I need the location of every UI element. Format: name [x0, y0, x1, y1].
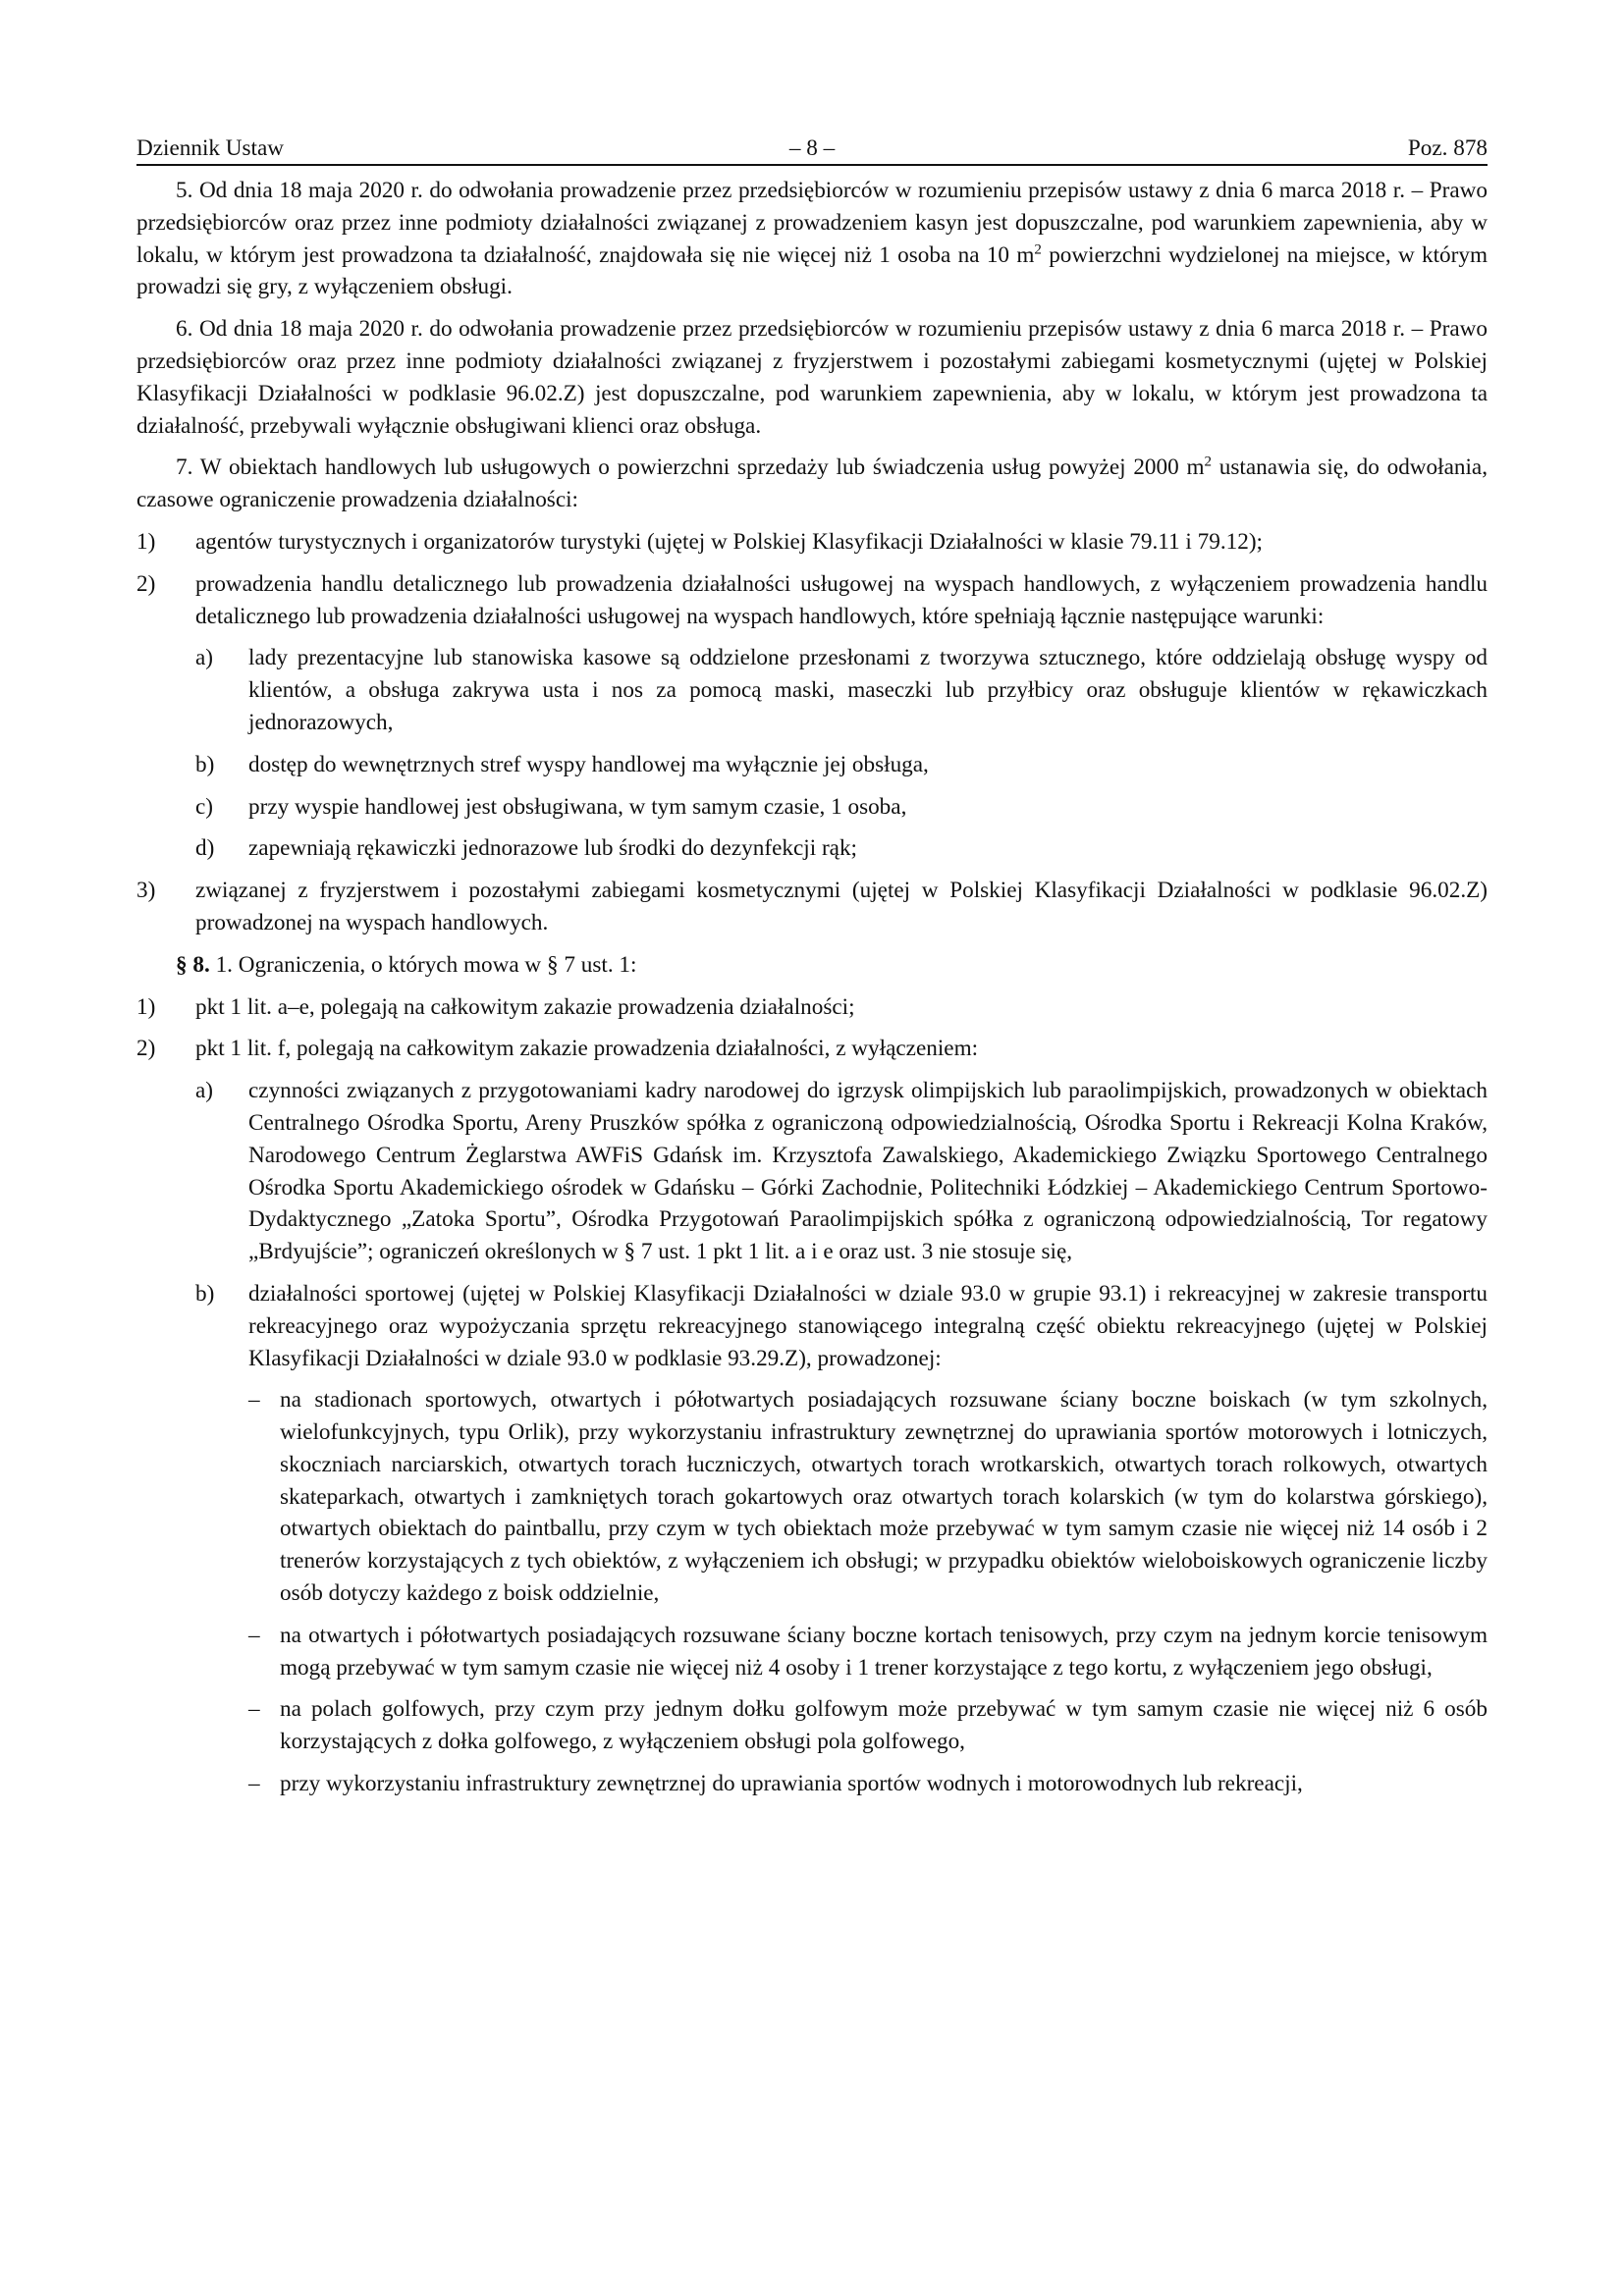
dash-list-item: – na stadionach sportowych, otwartych i półotwartych posiadających rozsuwane ściany boczne boiskach (w tym szkolnych, wielofunkcyjnych, typu Orlik), przy wykorzystaniu infrastruktury zewnętrznej do uprawiania sportów motorowych i lotniczych, skoczniach narciarskich, otwartych torach łuczniczych, otwartych torach wrotkarskich, otwartych torach rolkowych, otwartych skateparkach, otwartych i zamkniętych torach gokartowych oraz otwartych torach kolarskich (w tym do kolarstwa górskiego), otwartych obiektach do paintballu, przy czym w tych obiektach może przebywać w tym samym czasie nie więcej niż 14 osób i 2 trenerów korzystających z tych obiektów, z wyłączeniem ich obsługi; w przypadku obiektów wieloboiskowych ograniczenie liczby osób dotyczy każdego z boisk oddzielnie, [248, 1387, 1488, 1607]
paragraph-6: 6. Od dnia 18 maja 2020 r. do odwołania prowadzenie przez przedsiębiorców w rozumieniu przepisów ustawy z dnia 6 marca 2018 r. – Prawo przedsiębiorców oraz przez inne podmioty działalności związanej z fryzjerstwem i pozostałymi zabiegami kosmetycznymi (ujętej w Polskiej Klasyfikacji Działalności w podklasie 96.02.Z) jest dopuszczalne, pod warunkiem zapewnienia, aby w lokalu, w którym jest prowadzona ta działalność, przebywali wyłącznie obsługiwani klienci oraz obsługa. [136, 316, 1488, 439]
list-item: 2) pkt 1 lit. f, polegają na całkowitym zakazie prowadzenia działalności, z wyłączeniem: [136, 1036, 979, 1062]
position-number: Poz. 878 [1407, 135, 1488, 161]
sub-list-item: c) przy wyspie handlowej jest obsługiwana, w tym samym czasie, 1 osoba, [195, 793, 907, 820]
journal-title: Dziennik Ustaw [136, 135, 285, 161]
page-number: – 8 – [788, 135, 836, 161]
sub-list-item: a) czynności związanych z przygotowaniami kadry narodowej do igrzysk olimpijskich lub paraolimpijskich, prowadzonych w obiektach Centralnego Ośrodka Sportu, Areny Pruszków spółka z ograniczoną odpowiedzialnością, Ośrodka Sportu i Rekreacji Kolna Kraków, Narodowego Centrum Żeglarstwa AWFiS Gdańsk im. Krzysztofa Zawalskiego, Akademickiego Związku Sportowego Centralnego Ośrodka Sportu Akademickiego ośrodek w Gdańsku – Górki Zachodnie, Politechniki Łódzkiej – Akademickiego Centrum Sportowo-Dydaktycznego „Zatoka Sportu”, Ośrodka Przygotowań Paraolimpijskich spółka z ograniczoną odpowiedzialnością, Tor regatowy „Brdyujście”; ograniczeń określonych w § 7 ust. 1 pkt 1 lit. a i e oraz ust. 3 nie stosuje się, [195, 1078, 1488, 1265]
list-item: 3) związanej z fryzjerstwem i pozostałymi zabiegami kosmetycznymi (ujętej w Polskiej Klasyfikacji Działalności w podklasie 96.02.Z) prowadzonej na wyspach handlowych. [136, 878, 1488, 935]
dash-list-item: – na polach golfowych, przy czym przy jednym dołku golfowym może przebywać w tym samym czasie nie więcej niż 6 osób korzystających z dołka golfowego, z wyłączeniem obsługi pola golfowego, [248, 1696, 1488, 1755]
sub-list-item: b) dostęp do wewnętrznych stref wyspy handlowej ma wyłącznie jej obsługa, [195, 751, 929, 777]
list-item: 1) agentów turystycznych i organizatorów turystyki (ujętej w Polskiej Klasyfikacji Działalności w klasie 79.11 i 79.12); [136, 528, 1263, 555]
sub-list-item: d) zapewniają rękawiczki jednorazowe lub środki do dezynfekcji rąk; [195, 835, 857, 862]
sub-list-item: b) działalności sportowej (ujętej w Polskiej Klasyfikacji Działalności w dziale 93.0 w grupie 93.1) i rekreacyjnej w zakresie transportu rekreacyjnego oraz wypożyczania sprzętu rekreacyjnego stanowiącego integralną część obiektu rekreacyjnego (ujętej w Polskiej Klasyfikacji Działalności w dziale 93.0 w podklasie 93.29.Z), prowadzonej: [195, 1280, 1488, 1371]
dash-list-item: – na otwartych i półotwartych posiadających rozsuwane ściany boczne kortach tenisowych, przy czym na jednym korcie tenisowym mogą przebywać w tym samym czasie nie więcej niż 4 osoby i 1 trener korzystające z tego kortu, z wyłączeniem jego obsługi, [248, 1622, 1488, 1681]
paragraph-5: 5. Od dnia 18 maja 2020 r. do odwołania prowadzenie przez przedsiębiorców w rozumieniu przepisów ustawy z dnia 6 marca 2018 r. – Prawo przedsiębiorców oraz przez inne podmioty działalności związanej z prowadzeniem kasyn jest dopuszczalne, pod warunkiem zapewnienia, aby w lokalu, w którym jest prowadzona ta działalność, znajdowała się nie więcej niż 1 osoba na 10 $m^2$ powierzchni wydzielonej na miejsce, w którym prowadzi się gry, z wyłączeniem obsługi. [136, 178, 1488, 300]
dash-list-item: – przy wykorzystaniu infrastruktury zewnętrznej do uprawiania sportów wodnych i motorowodnych lub rekreacji, [248, 1771, 1303, 1797]
paragraph-7: 7. W obiektach handlowych lub usługowych o powierzchni sprzedaży lub świadczenia usług powyżej 2000 $m^2$ ustanawia się, do odwołania, czasowe ograniczenie prowadzenia działalności: [136, 454, 1488, 513]
section-8-intro: § 8. 1. Ograniczenia, o których mowa w § 7 ust. 1: [176, 951, 637, 978]
document-body [136, 175, 1488, 1810]
list-item: 2) prowadzenia handlu detalicznego lub prowadzenia działalności usługowej na wyspach handlowych, z wyłączeniem prowadzenia handlu detalicznego lub prowadzenia działalności usługowej na wyspach handlowych, które spełniają łącznie następujące warunki: [136, 570, 1488, 629]
sub-list-item: a) lady prezentacyjne lub stanowiska kasowe są oddzielone przesłonami z tworzywa sztucznego, które oddzielają obsługę wyspy od klientów, a obsługa zakrywa usta i nos za pomocą maski, maseczki lub przyłbicy oraz obsługuje klientów w rękawiczkach jednorazowych, [195, 645, 1488, 735]
section-heading: § 8. [176, 951, 210, 978]
list-item: 1) pkt 1 lit. a–e, polegają na całkowitym zakazie prowadzenia działalności; [136, 993, 855, 1020]
page-header [136, 134, 1488, 166]
